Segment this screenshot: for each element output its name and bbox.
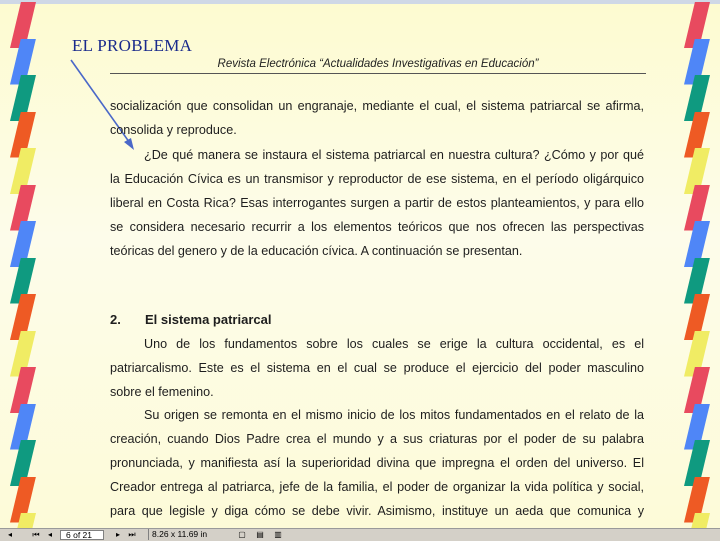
text-line: consolida y reproduce. (110, 123, 237, 137)
scroll-left-icon[interactable]: ◂ (7, 530, 12, 539)
continuous-page-icon[interactable]: ▤ (256, 530, 264, 539)
text-line: para que legisle y diga cómo se debe vivir. Asimismo, instituye un aeda que comunica y (110, 504, 644, 518)
paragraph-3 (110, 332, 644, 404)
text-line: Su origen se remonta en el mismo inicio de los mitos fundamentados en el relato de la (144, 408, 644, 422)
next-page-icon[interactable]: ▸ (115, 530, 120, 539)
previous-page-icon[interactable]: ◂ (47, 530, 52, 539)
page-indicator[interactable]: 6 of 21 (60, 530, 104, 540)
page-size-indicator: 8.26 x 11.69 in (148, 529, 228, 540)
section-number: 2. (110, 312, 121, 327)
text-line: la Educación Cívica es un transmisor y reproductor de ese sistema, en el período oligárquico (110, 172, 644, 186)
paragraph-2 (110, 143, 644, 263)
text-line: Creador entrega al patriarca, jefe de la familia, el poder de organizar la vida política y social, (110, 480, 644, 494)
text-line: sobre el femenino. (110, 385, 214, 399)
text-line: liberal en Costa Rica? Esas interrogantes surgen a partir de estos planteamientos, y para ello (110, 196, 644, 210)
text-line: pronunciada, y manifiesta así la superioridad divina que impregna el orden del universo. El (110, 456, 644, 470)
text-line: patriarcalismo. Este es el sistema en el cual se produce el ejercicio del poder masculino (110, 361, 644, 375)
paragraph-4 (110, 403, 644, 523)
viewer-status-bar (0, 528, 720, 541)
text-line: ¿De qué manera se instaura el sistema patriarcal en nuestra cultura? ¿Cómo y por qué (144, 148, 644, 162)
text-line: socialización que consolidan un engranaje, mediante el cual, el sistema patriarcal se afirma, (110, 99, 644, 113)
last-page-icon[interactable]: ⏭ (128, 530, 136, 539)
text-line: se considera necesario recurrir a los elementos teóricos que nos ofrecen las perspectivas (110, 220, 644, 234)
text-line: teóricas del genero y de la educación cívica. A continuación se presentan. (110, 244, 523, 258)
section-title: El sistema patriarcal (145, 312, 272, 327)
paragraph-1 (110, 94, 644, 142)
single-page-icon[interactable]: ▢ (238, 530, 246, 539)
text-line: creación, cuando Dios Padre crea el mundo y a sus criaturas por el poder de su palabra (110, 432, 644, 446)
journal-header: Revista Electrónica “Actualidades Investigativas en Educación” (217, 58, 539, 70)
header-rule (110, 73, 646, 74)
first-page-icon[interactable]: ⏮ (32, 530, 40, 539)
text-line: Uno de los fundamentos sobre los cuales se erige la cultura occidental, es el (144, 337, 644, 351)
slide-title: EL PROBLEMA (72, 36, 193, 55)
facing-pages-icon[interactable]: ▥ (274, 530, 282, 539)
